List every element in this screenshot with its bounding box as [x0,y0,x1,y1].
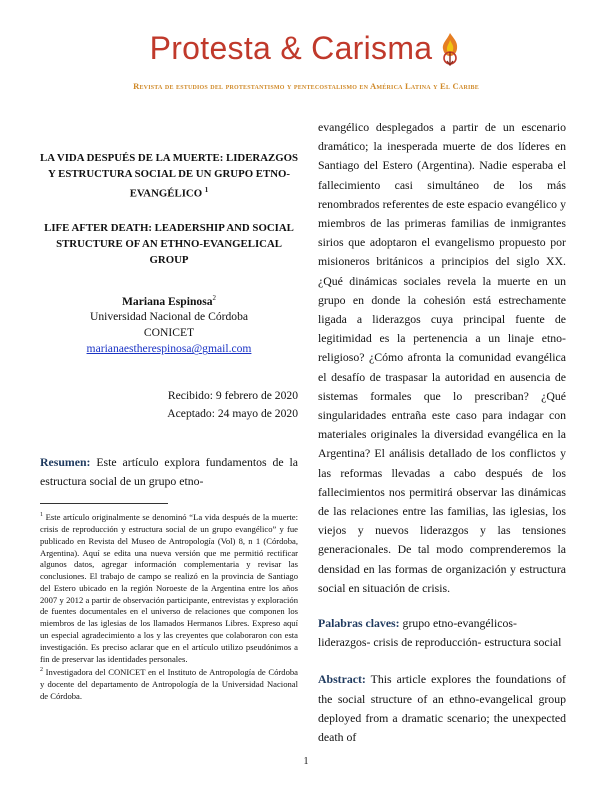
journal-masthead [0,30,612,67]
flame-seal-icon [438,32,462,66]
resumen-paragraph-start [40,453,298,491]
article-dates [40,387,298,423]
author-block [40,290,298,358]
footnote-1-text: Este artículo originalmente se denominó “La vida después de la muerte: crisis de reproducción y estructura social de un grupo evangélico” y fue publicado en Revista del Museo de Antropología (Vol) 8, n 1 (Córdoba, Argentina). Aquí se edita una nueva versión que me permitió rectificar algunos datos, agregar información complementaria y revisar las conclusiones. El trabajo de campo se realizó en la provincia de Santiago del Estero ubicado en la región Noroeste de la Argentina entre los años 2007 y 2012 a partir de observación participante, entrevistas y exploración de fuentes documentales en el universo de relaciones que componen los miembros de las iglesias de los llamados Hermanos Libres. Expreso aquí un especial agradecimiento a los y las creyentes que colaboraron con esta investigación. Es preciso aclarar que en el artículo utilizo pseudónimos a fin de preservar las identidades personales. [40,512,298,664]
accepted-date: Aceptado: 24 mayo de 2020 [167,407,298,421]
resumen-label: Resumen: [40,455,91,470]
resumen-continuation: evangélico desplegados a partir de un escenario dramático; la inesperada muerte de dos líderes en Santiago del Estero (Argentina). Nadie esperaba el fallecimiento casi simultáneo de los más renombrados referentes de este espacio evangélico y miembros de las primeras familias de inmigrantes sirios que adoptaron el evangelismo propuesto por misioneros británicos a principios del siglo XX. ¿Qué dinámicas sociales revela la muerte en un grupo en donde la cohesión está estrechamente ligada a liderazgos cuya principal fuente de legitimidad es la pertenencia a un linaje etno-religioso? ¿Cómo afronta la comunidad evangélica el desafío de traspasar la autoridad en ausencia de sistemas formales que lo prescriban? ¿Qué singularidades entraña este caso para indagar con materiales originales la diversidad evangélica en la Argentina? El análisis detallado de los conflictos y las reformas llevadas a cabo después de los fallecimientos nos permitirá observar las dinámicas de las relaciones entre las familias, las iglesias, los viejos y nuevos liderazgos y las tensiones generacionales. De tal modo comprenderemos la densidad en las formas de organización y estructura social en situación de crisis. [318,120,566,595]
author-name-line [40,290,298,310]
abstract-paragraph [318,670,566,747]
abstract-text: This article explores the foundations of the social structure of an ethno-evangelical group deployed from a dramatic scenario; the unexpected death of [318,672,566,745]
author-name: Mariana Espinosa [121,294,213,308]
footnote-divider [40,503,168,504]
article-title-english: LIFE AFTER DEATH: LEADERSHIP AND SOCIAL STRUCTURE OF AN ETHNO-EVANGELICAL GROUP [44,221,294,266]
keywords-text: grupo etno-evangélicos-liderazgos- crisis de reproducción- estructura social [318,616,562,650]
resumen-start-text: Este artículo explora fundamentos de la estructura social de un grupo etno- [40,455,298,489]
left-column [40,140,298,703]
keywords-paragraph [318,614,566,652]
received-date: Recibido: 9 febrero de 2020 [167,389,298,403]
author-affiliation-university: Universidad Nacional de Córdoba [89,310,249,324]
journal-title-wrap [150,30,463,67]
footnote-1-marker: 1 [40,512,43,519]
footnote-2-text: Investigadora del CONICET en el Instituto de Antropología de Córdoba y docente del departamento de Antropología de la Universidad Nacional de Córdoba. [40,667,298,701]
footnote-1 [40,510,298,665]
author-email-link[interactable]: marianaestherespinosa@gmail.com [86,342,252,356]
author-affiliation-conicet: CONICET [143,326,195,340]
footnote-2-marker: 2 [40,667,43,674]
title-footnote-marker[interactable]: 1 [204,186,209,194]
page-number: 1 [303,756,309,767]
article-title-spanish-text: LA VIDA DESPUÉS DE LA MUERTE: LIDERAZGOS Y ESTRUCTURA SOCIAL DE UN GRUPO ETNO-EVANGÉLICO [40,152,299,200]
right-column [318,118,566,759]
author-footnote-marker[interactable]: 2 [212,293,216,302]
article-title-spanish [40,150,298,202]
journal-title: Protesta & Carisma [149,30,433,66]
footnote-2 [40,665,298,702]
abstract-label: Abstract: [318,672,366,687]
journal-subtitle: Revista de estudios del protestantismo y pentecostalismo en América Latina y El Caribe [133,81,479,91]
keywords-label: Palabras claves: [318,616,400,631]
